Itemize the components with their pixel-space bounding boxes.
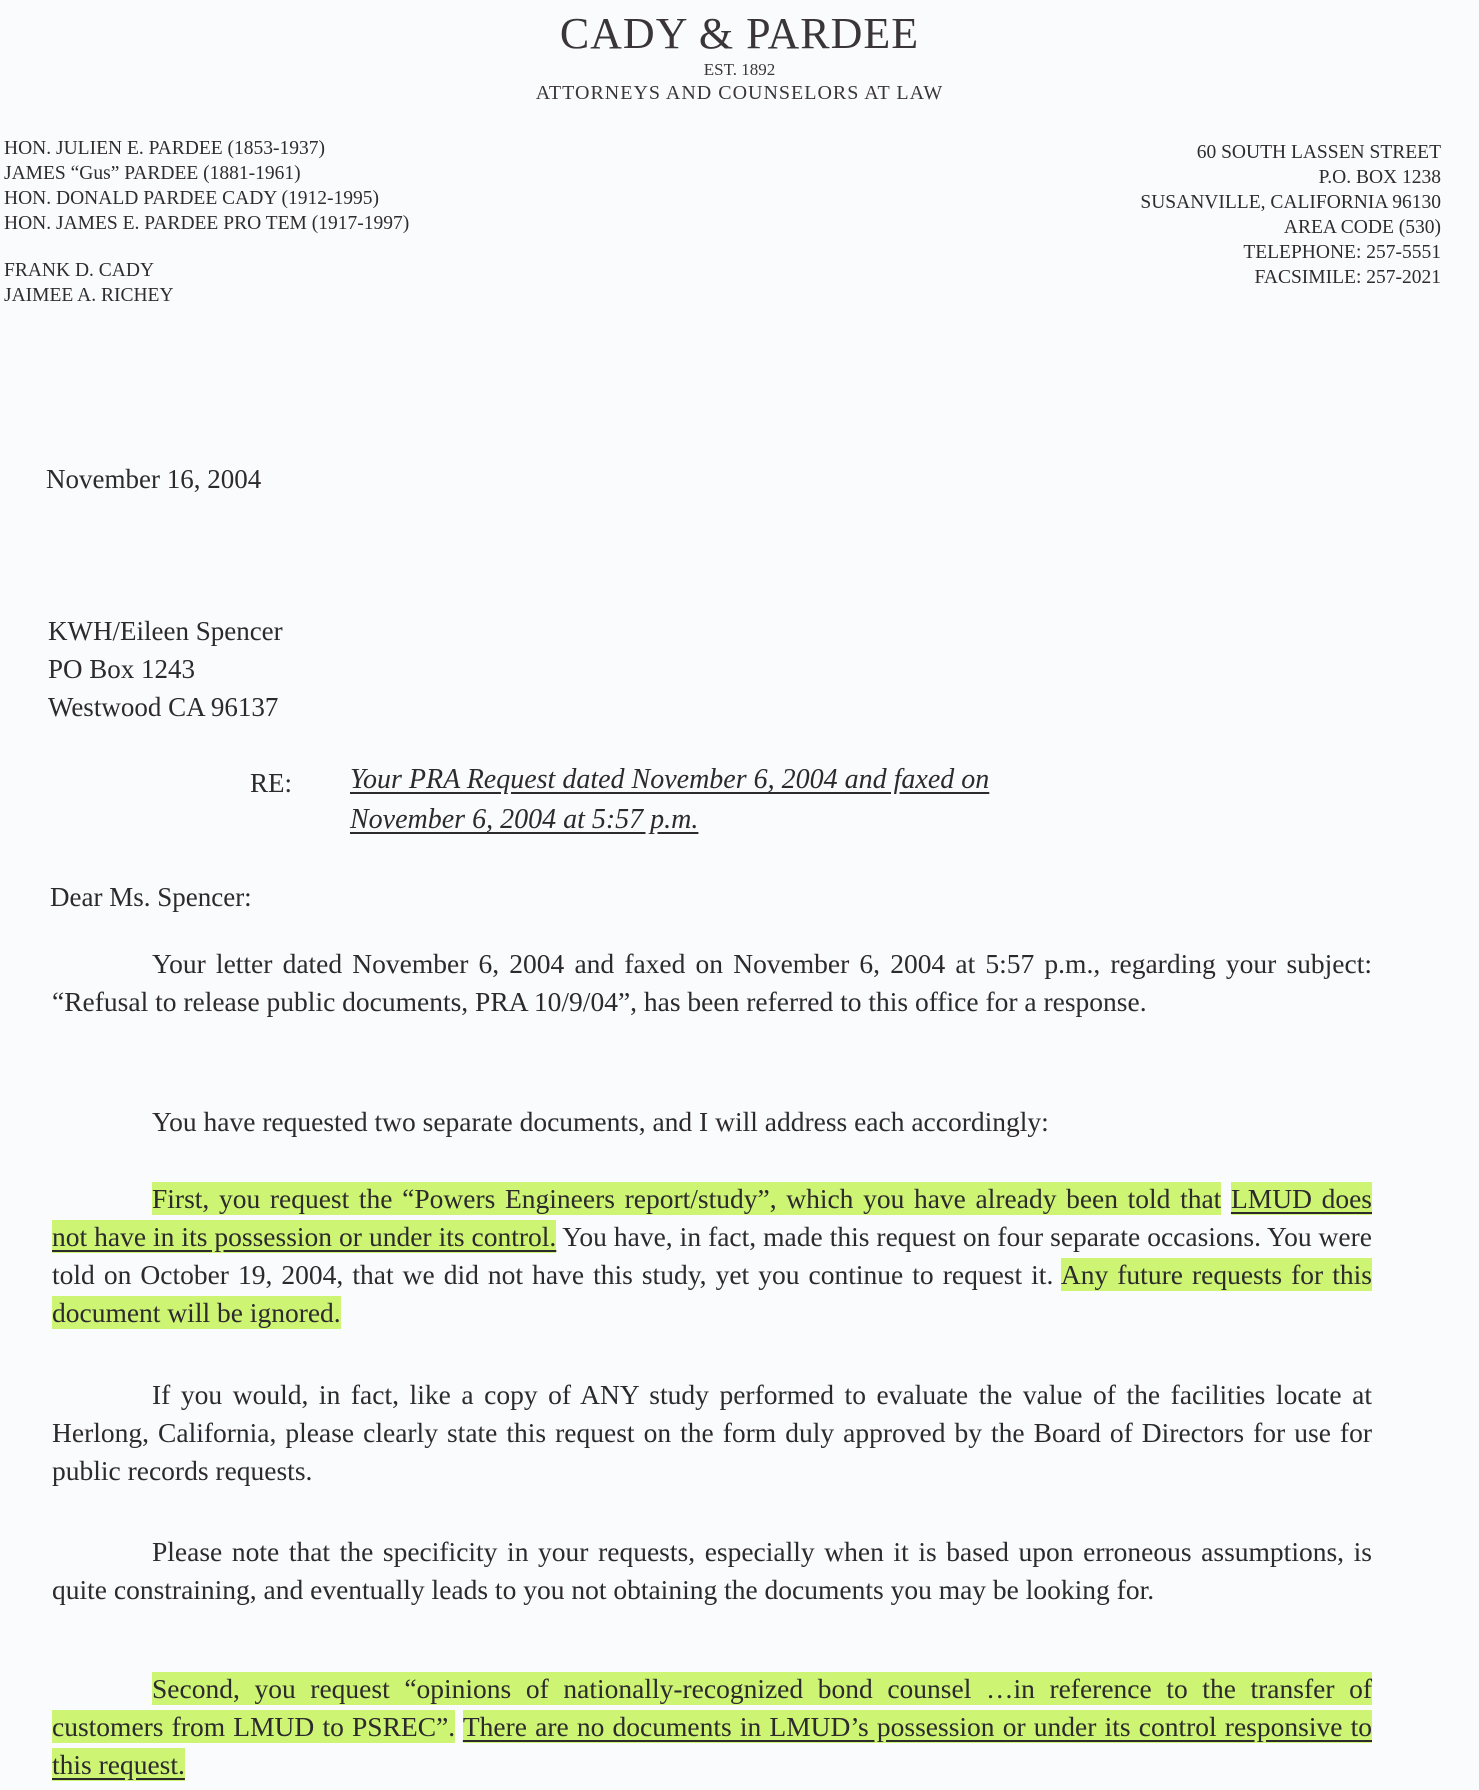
- paragraph-text: Please note that the specificity in your requests, especially when it is based upon erroneous assumptions, is quite constraining, and eventually leads to you not obtaining the documents you may be looking for.: [52, 1536, 1372, 1605]
- paragraph-text: You have, in fact, made this request on four separate occasions. You were told on October 19, 2004, that we did not have this study, yet you continue to request it.: [52, 1221, 1372, 1290]
- recipient-line: Westwood CA 96137: [48, 692, 279, 722]
- address-line: FACSIMILE: 257-2021: [1254, 267, 1441, 288]
- paragraph: [52, 1180, 1372, 1332]
- paragraph-text: If you would, in fact, like a copy of ANY study performed to evaluate the value of the facilities locate at Herlong, California, please clearly state this request on the form duly approved by the Board of Directors for use for public records requests.: [52, 1379, 1372, 1486]
- re-subject: [350, 760, 989, 840]
- partner-name: JAMES “Gus” PARDEE (1881-1961): [4, 163, 301, 184]
- recipient-block: [48, 612, 283, 726]
- paragraph-text: Your letter dated November 6, 2004 and faxed on November 6, 2004 at 5:57 p.m., regarding your subject: “Refusal to release public documents, PRA 10/9/04”, has been referred to this office for a response.: [52, 948, 1372, 1017]
- highlighted-text: Any future requests for this document will be ignored.: [52, 1259, 1372, 1328]
- paragraph: [52, 1376, 1372, 1490]
- address-line: SUSANVILLE, CALIFORNIA 96130: [1140, 192, 1441, 213]
- attorney-name: JAIMEE A. RICHEY: [4, 285, 174, 306]
- partner-name: HON. JULIEN E. PARDEE (1853-1937): [4, 138, 326, 159]
- paragraph: [52, 1670, 1372, 1784]
- highlighted-underlined-text: LMUD does not have in its possession or under its control.: [52, 1183, 1372, 1252]
- recipient-line: KWH/Eileen Spencer: [48, 616, 283, 646]
- paragraph: [52, 1533, 1372, 1609]
- address-line: 60 SOUTH LASSEN STREET: [1196, 142, 1441, 163]
- re-line: November 6, 2004 at 5:57 p.m.: [350, 804, 699, 835]
- letter-date: November 16, 2004: [46, 464, 262, 494]
- highlighted-text: First, you request the “Powers Engineers report/study”, which you have already been told that: [152, 1183, 1222, 1214]
- partner-name: HON. JAMES E. PARDEE PRO TEM (1917-1997): [4, 213, 410, 234]
- firm-tagline: ATTORNEYS AND COUNSELORS AT LAW: [535, 82, 944, 104]
- address-line: AREA CODE (530): [1283, 217, 1441, 238]
- paragraph: [52, 945, 1372, 1021]
- highlighted-underlined-text: There are no documents in LMUD’s possession or under its control responsive to this request.: [52, 1711, 1372, 1780]
- firm-established: EST. 1892: [703, 60, 776, 79]
- recipient-line: PO Box 1243: [48, 654, 196, 684]
- re-line: Your PRA Request dated November 6, 2004 and faxed on: [350, 764, 990, 795]
- paragraph-text: You have requested two separate documents, and I will address each accordingly:: [152, 1106, 1049, 1137]
- firm-address: [1140, 140, 1441, 290]
- re-label: RE:: [250, 768, 293, 798]
- partners-list: [4, 136, 409, 308]
- address-line: P.O. BOX 1238: [1318, 167, 1441, 188]
- highlighted-text: Second, you request “opinions of nationally-recognized bond counsel …in reference to the transfer of customers from LMUD to PSREC”.: [52, 1673, 1372, 1742]
- paragraph: [52, 1103, 1372, 1141]
- partner-name: HON. DONALD PARDEE CADY (1912-1995): [4, 188, 380, 209]
- attorney-name: FRANK D. CADY: [4, 260, 155, 281]
- address-line: TELEPHONE: 257-5551: [1243, 242, 1441, 263]
- salutation: Dear Ms. Spencer:: [50, 882, 252, 912]
- firm-name: CADY & PARDEE: [559, 9, 920, 58]
